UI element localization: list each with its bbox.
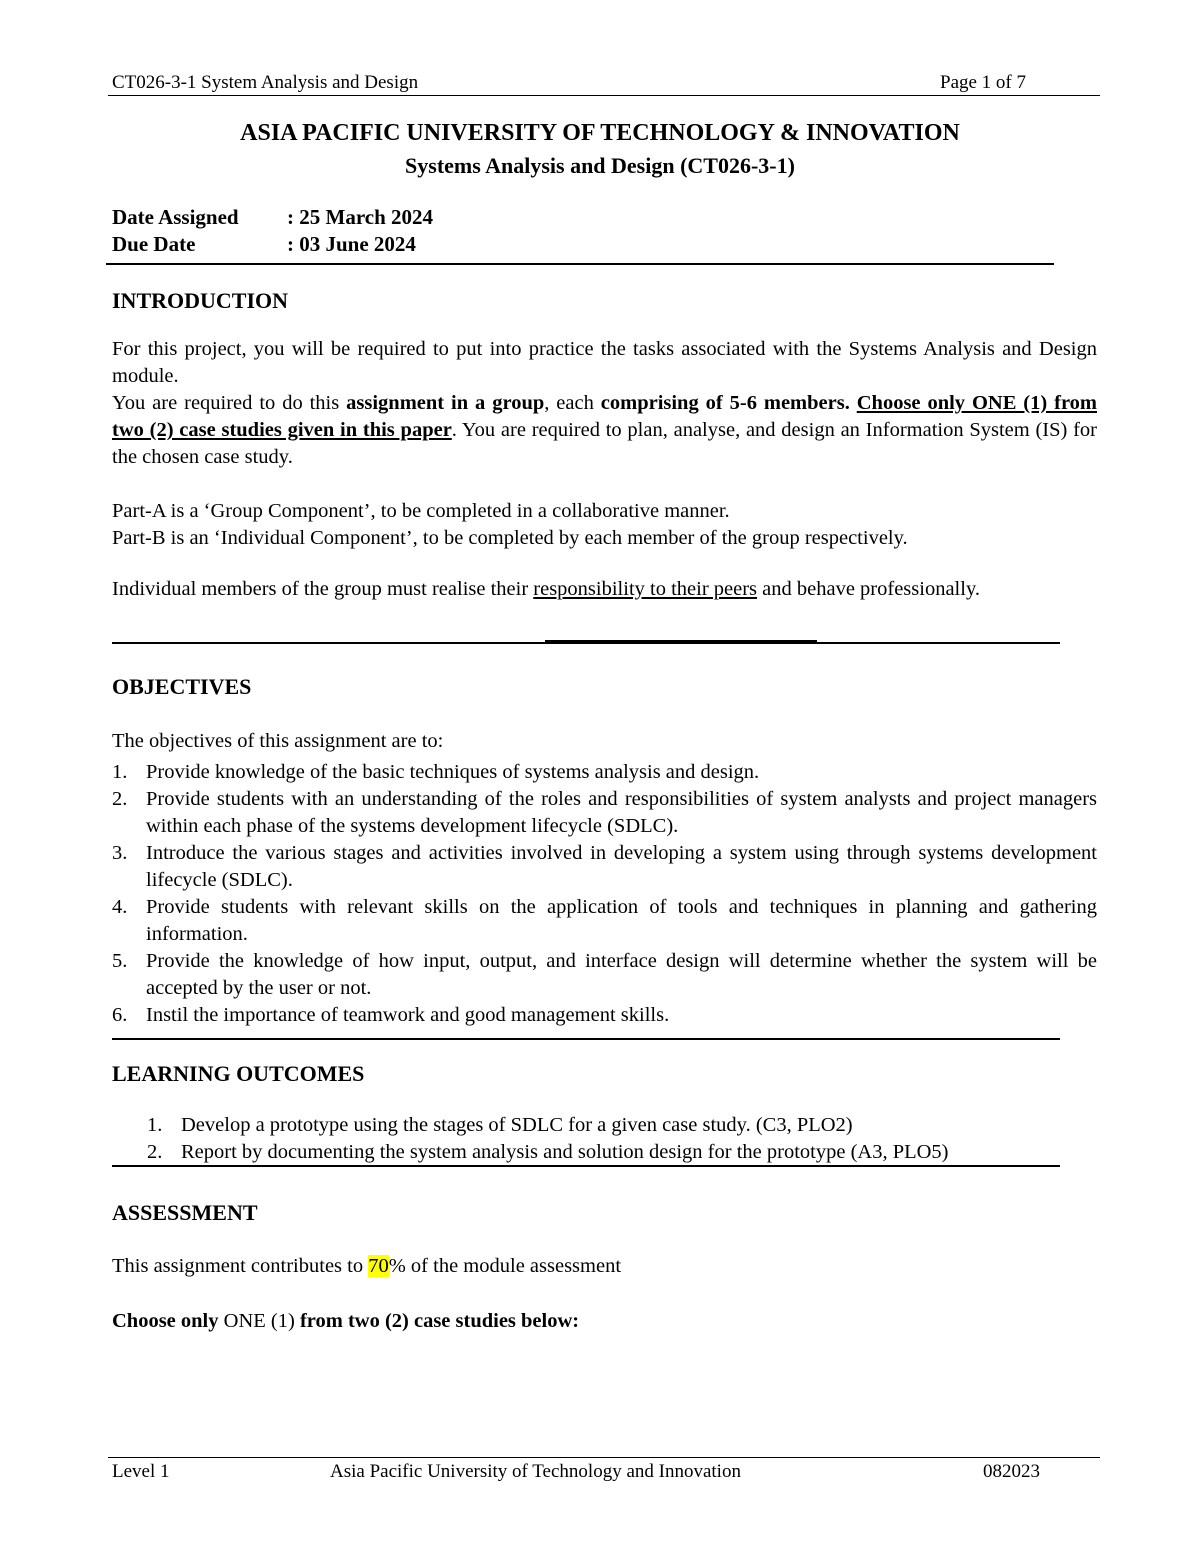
intro-p5-text: Individual members of the group must realise their <box>112 578 534 600</box>
choose-text-a: Choose only <box>112 1310 224 1332</box>
objective-text: Provide students with relevant skills on the application of tools and techniques in planning and gathering information. <box>146 896 1097 945</box>
objective-text: Provide the knowledge of how input, output, and interface design will determine whether the system will be accepted by the user or not. <box>146 950 1097 999</box>
intro-paragraph-1: For this project, you will be required to put into practice the tasks associated with the Systems Analysis and Design module. <box>112 338 1097 387</box>
intro-divider-accent <box>545 640 817 642</box>
intro-p2-space <box>850 392 857 414</box>
intro-paragraph-5 <box>112 576 1097 603</box>
module-title: Systems Analysis and Design (CT026-3-1) <box>405 153 795 178</box>
objectives-heading: OBJECTIVES <box>112 674 252 699</box>
footer-rule <box>108 1457 1100 1458</box>
header-module-title: CT026-3-1 System Analysis and Design <box>112 72 419 93</box>
objective-number: 1. <box>112 761 128 783</box>
due-date-label: Due Date <box>112 232 196 256</box>
objective-text: Instil the importance of teamwork and good management skills. <box>146 1004 670 1026</box>
learning-outcome-text: Report by documenting the system analysis and solution design for the prototype (A3, PLO5) <box>181 1141 949 1163</box>
learning-outcome-number: 1. <box>147 1114 163 1136</box>
learning-outcome-item <box>147 1112 1097 1139</box>
assessment-percent-highlight: 70 <box>368 1255 389 1277</box>
learning-outcomes-heading: LEARNING OUTCOMES <box>112 1061 365 1086</box>
intro-p5-text-2: and behave professionally. <box>757 578 980 600</box>
introduction-heading: INTRODUCTION <box>112 288 289 313</box>
objective-item <box>112 894 1097 948</box>
intro-part-a: Part-A is a ‘Group Component’, to be completed in a collaborative manner. <box>112 500 730 522</box>
objectives-intro: The objectives of this assignment are to: <box>112 730 444 752</box>
intro-p2-text-2: , each <box>544 392 601 414</box>
header-rule <box>108 95 1100 96</box>
objective-item <box>112 840 1097 894</box>
objectives-list <box>112 759 1097 1029</box>
choose-text-b: ONE (1) <box>223 1310 295 1332</box>
objective-text: Introduce the various stages and activities involved in developing a system using through systems development lifecycle (SDLC). <box>146 842 1097 891</box>
objective-item <box>112 948 1097 1002</box>
learning-outcomes-divider <box>112 1165 1060 1167</box>
choose-case-study <box>112 1308 1097 1335</box>
intro-p5-responsibility: responsibility to their peers <box>533 578 758 600</box>
due-date-value: : 03 June 2024 <box>287 232 416 256</box>
footer-university: Asia Pacific University of Technology and Innovation <box>330 1461 741 1482</box>
footer-level: Level 1 <box>112 1461 170 1482</box>
intro-p2-choose-emphasis: Choose only ONE (1) from two (2) case studies given in this paper <box>112 392 1098 441</box>
choose-text-c: from two (2) case studies below: <box>294 1310 580 1332</box>
assessment-text-a: This assignment contributes to <box>112 1255 369 1277</box>
intro-divider <box>112 642 1060 644</box>
objective-item <box>112 786 1097 840</box>
objective-text: Provide students with an understanding of the roles and responsibilities of system analysts and project managers within each phase of the systems development lifecycle (SDLC). <box>146 788 1097 837</box>
intro-p2-group-emphasis: assignment in a group <box>346 392 545 414</box>
learning-outcome-item <box>147 1139 1097 1166</box>
intro-p2-members-emphasis: comprising of 5-6 members. <box>600 392 850 414</box>
intro-paragraph-2 <box>112 390 1097 471</box>
objective-item <box>112 1002 1097 1029</box>
university-title: ASIA PACIFIC UNIVERSITY OF TECHNOLOGY & INNOVATION <box>240 120 960 146</box>
intro-p2-text-3: . You are required to plan, analyse, and design an Information System (IS) for the chosen case study. <box>112 419 1097 468</box>
objective-number: 6. <box>112 1004 128 1026</box>
objective-number: 4. <box>112 896 128 918</box>
learning-outcome-number: 2. <box>147 1141 163 1163</box>
date-assigned-label: Date Assigned <box>112 205 239 229</box>
objective-number: 5. <box>112 950 128 972</box>
objectives-divider <box>112 1038 1060 1040</box>
intro-p2-text: You are required to do this <box>112 392 347 414</box>
objective-item <box>112 759 1097 786</box>
intro-part-b: Part-B is an ‘Individual Component’, to be completed by each member of the group respectively. <box>112 527 908 549</box>
learning-outcomes-list <box>147 1112 1097 1166</box>
objective-text: Provide knowledge of the basic techniques of systems analysis and design. <box>146 761 760 783</box>
objective-number: 2. <box>112 788 128 810</box>
assessment-heading: ASSESSMENT <box>112 1200 258 1225</box>
learning-outcome-text: Develop a prototype using the stages of SDLC for a given case study. (C3, PLO2) <box>181 1114 853 1136</box>
header-page-number: Page 1 of 7 <box>940 72 1027 93</box>
assessment-text <box>112 1253 1097 1280</box>
footer-code: 082023 <box>983 1461 1040 1482</box>
assessment-text-b: % of the module assessment <box>388 1255 622 1277</box>
meta-divider <box>106 263 1054 265</box>
objective-number: 3. <box>112 842 128 864</box>
date-assigned-value: : 25 March 2024 <box>287 205 434 229</box>
